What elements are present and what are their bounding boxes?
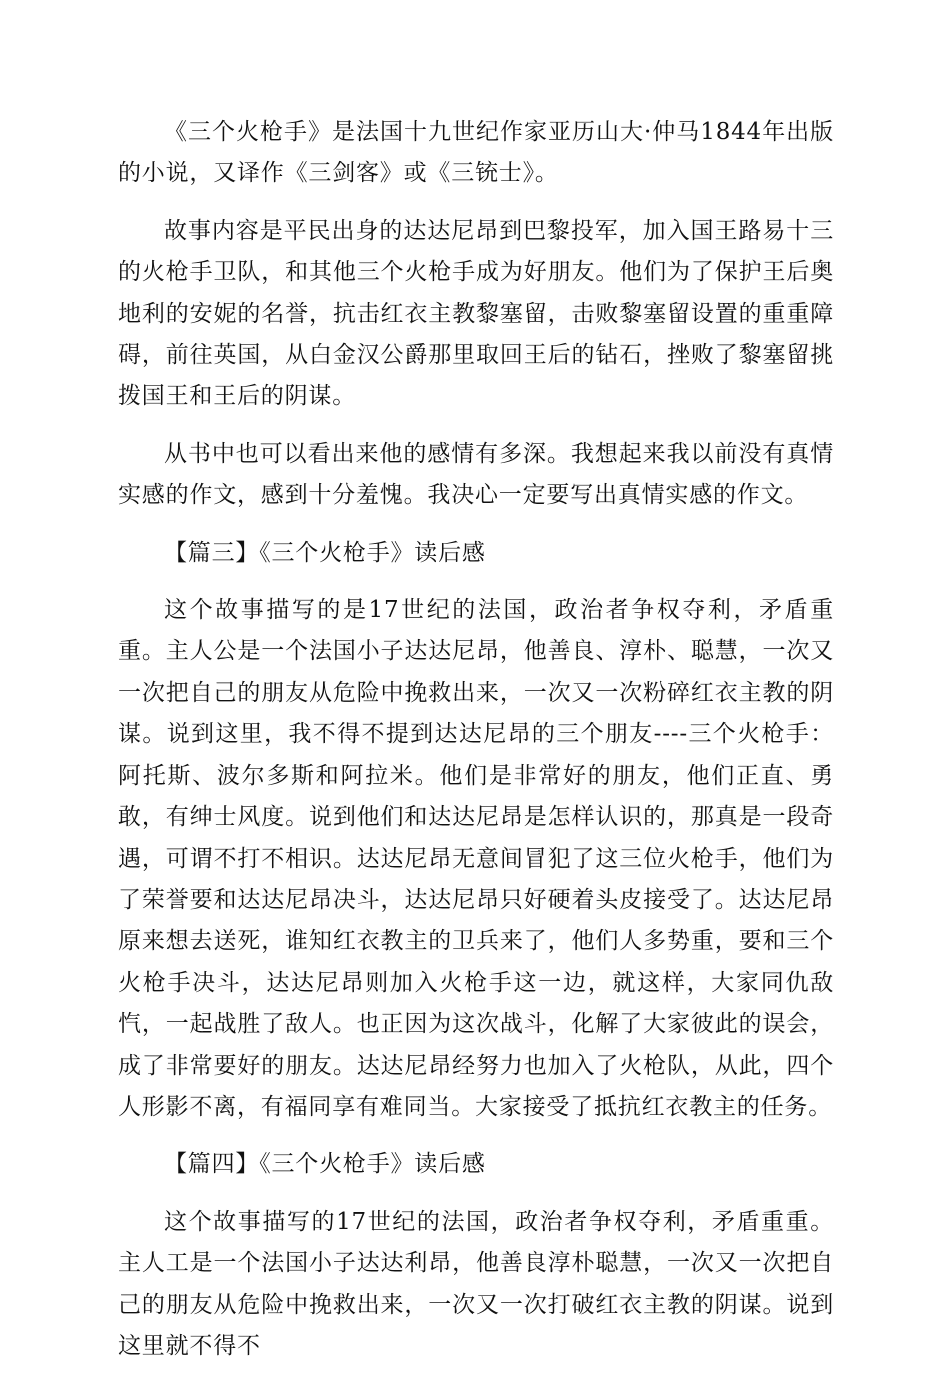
paragraph-intro: 《三个火枪手》是法国十九世纪作家亚历山大·仲马1844年出版的小说，又译作《三剑客》或《三铳士》。 [118,119,834,187]
paragraph-reflection: 从书中也可以看出来他的感情有多深。我想起来我以前没有真情实感的作文，感到十分羞愧。我决心一定要写出真情实感的作文。 [118,440,834,509]
document-page [118,112,834,1383]
paragraph-story-summary: 故事内容是平民出身的达达尼昂到巴黎投军，加入国王路易十三的火枪手卫队，和其他三个火枪手成为好朋友。他们为了保护王后奥地利的安妮的名誉，抗击红衣主教黎塞留，击败黎塞留设置的重重障碍，前往英国，从白金汉公爵那里取回王后的钻石，挫败了黎塞留挑拨国王和王后的阴谋。 [118,217,834,410]
section-heading-part-four: 【篇四】《三个火枪手》读后感 [164,1151,486,1178]
section-heading-part-three: 【篇三】《三个火枪手》读后感 [164,539,486,566]
paragraph-part-three-body: 这个故事描写的是17世纪的法国，政治者争权夺利，矛盾重重。主人公是一个法国小子达达尼昂，他善良、淳朴、聪慧，一次又一次把自己的朋友从危险中挽救出来，一次又一次粉碎红衣主教的阴谋。说到这里，我不得不提到达达尼昂的三个朋友----三个火枪手：阿托斯、波尔多斯和阿拉米。他们是非常好的朋友，他们正直、勇敢，有绅士风度。说到他们和达达尼昂是怎样认识的，那真是一段奇遇，可谓不打不相识。达达尼昂无意间冒犯了这三位火枪手，他们为了荣誉要和达达尼昂决斗，达达尼昂只好硬着头皮接受了。达达尼昂原来想去送死，谁知红衣教主的卫兵来了，他们人多势重，要和三个火枪手决斗，达达尼昂则加入火枪手这一边，就这样，大家同仇敌忾，一起战胜了敌人。也正因为这次战斗，化解了大家彼此的误会，成了非常要好的朋友。达达尼昂经努力也加入了火枪队，从此，四个人形影不离，有福同享有难同当。大家接受了抵抗红衣教主的任务。 [118,597,834,1120]
paragraph-part-four-body: 这个故事描写的17世纪的法国，政治者争权夺利，矛盾重重。主人工是一个法国小子达达利昂，他善良淳朴聪慧，一次又一次把自己的朋友从危险中挽救出来，一次又一次打破红衣主教的阴谋。说到这里就不得不 [118,1208,834,1359]
